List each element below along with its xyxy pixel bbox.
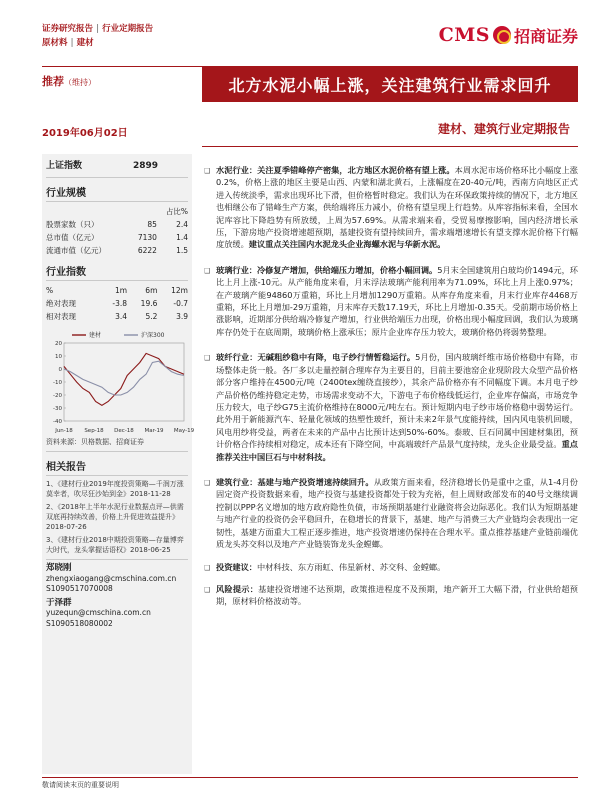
footer-note: 敬请阅读末页的重要说明 xyxy=(42,781,119,789)
perf-title: 行业指数 xyxy=(46,263,188,281)
author: 郑晓刚 zhengxiaogang@cmschina.com.cn S1090517070008 xyxy=(46,563,177,593)
paragraph-construction: ❑ 建筑行业：基建与地产投资增速持续回升。从政策方面来看，经济稳增长仍是重中之重，从1-4月份固定资产投资数据来看，地产投资与基建投资都处于较为充裕，但上周财政部发布的40号文继续调控制以PPP名义增加的地方政府隐性负债，市场预期基建行业融资将会边际恶化。我们认为短期基建与地产行业的投资仍会平稳回升，在稳增长的背景下，基建、地产与消费三大产业链均会表现出一定韧性，基建方面重大工程正逐步推进，地产投资增速仍保持在合理水平。重点推荐基建产业链前端优质龙头苏交科以及地产产业链装饰龙头金螳螂。 xyxy=(204,476,578,549)
related-item: 1、《建材行业2019年度投资策略—千润万涨莫幸者，吹尽狂沙始到金》2018-11-28 xyxy=(46,480,184,498)
related-item: 3、《建材行业2018中期投资策略—存量博弈大时代，龙头掌握话语权》2018-06-25 xyxy=(46,536,184,554)
legend-label: 沪深300 xyxy=(141,332,165,339)
rating-label: 推荐 xyxy=(42,75,64,88)
author: 于泽群 yuzequn@cmschina.com.cn S1090518080002 xyxy=(46,597,151,628)
y-tick-label: -40 xyxy=(53,419,62,425)
index-row xyxy=(46,160,188,173)
table-row: 流通市值（亿元） 6222 1.5 xyxy=(46,246,188,255)
paragraph-risk: ❑ 风险提示：基建投资增速不达预期，政策推进程度不及预期，地产新开工大幅下滑，行业供给超预期，原材料价格波动等。 xyxy=(204,583,578,607)
main-content xyxy=(204,164,578,608)
report-series: 行业定期报告 xyxy=(102,24,154,34)
table-row: 绝对表现 -3.8 19.6 -0.7 xyxy=(46,299,188,308)
y-tick-label: -30 xyxy=(53,406,62,412)
y-tick-label: 0 xyxy=(58,367,62,373)
y-tick-label: 10 xyxy=(55,354,62,360)
bullet-icon: ❑ xyxy=(204,266,211,275)
header-left: 证券研究报告 | 行业定期报告 原材料 | 建材 xyxy=(42,24,154,48)
logo-text: CMS xyxy=(438,24,490,46)
bullet-icon: ❑ xyxy=(204,564,211,573)
related-title: 相关报告 xyxy=(46,458,188,476)
x-tick-label: Mar-19 xyxy=(144,428,164,434)
table-row: 相对表现 3.4 5.2 3.9 xyxy=(46,312,188,321)
report-type: 证券研究报告 xyxy=(42,24,94,34)
legend-label: 建材 xyxy=(89,332,102,339)
paragraph-cement: ❑ 水泥行业：关注夏季错峰停产密集，北方地区水泥价格有望上涨。本周水泥市场价格环比小幅度上涨0.2%，价格上涨的地区主要是山西、内蒙和湖北黄石，上涨幅度在20-40元/吨，西南方向地区正式进入传统淡季，需求出现环比下滑，但价格暂时稳定。我们认为在环保政策持续的情况下，北方地区也相继公布了错峰生产方案，供给端将压力减小，价格有望呈现上行趋势。从库容指标来看，全国水泥库容比下降趋势有所放缓，上周为57.69%。从需求端来看，受贸易摩擦影响，国内经济增长承压，下游房地产投资增速超预期，基建投资有望持续回升，需求端增速增长有望支撑水泥价格下行幅度放缓。建议重点关注国内水泥龙头企业海螺水泥与华新水泥。 xyxy=(204,165,578,250)
perf-table: % 1m 6m 12m 绝对表现 -3.8 19.6 -0.7 相对表现 3.4 5.2 3.9 xyxy=(46,286,188,321)
x-tick-label: Jun-18 xyxy=(55,428,73,434)
scale-table xyxy=(46,205,188,257)
footer-rule xyxy=(42,777,578,778)
related-item: 2、《2018年上半年水泥行业数据点评—供需双底再持续改善，价格上升促进效益提升》2018-07-26 xyxy=(46,503,184,531)
category: 原材料 xyxy=(42,38,68,48)
cms-logo xyxy=(439,22,578,48)
rating-note: （维持） xyxy=(64,78,96,87)
table-row: 股票家数（只） 85 2.4 xyxy=(46,220,188,229)
bullet-icon: ❑ xyxy=(204,167,211,175)
title-rule xyxy=(202,146,578,147)
scale-title: 行业规模 xyxy=(46,184,188,202)
index-value: 2899 xyxy=(132,161,158,171)
scale-header: 占比% xyxy=(165,207,188,216)
bullet-icon: ❑ xyxy=(204,585,211,594)
paragraph-fiberglass: ❑ 玻纤行业：无碱粗纱稳中有降，电子纱行情暂稳运行。5月份，国内玻璃纤维市场价格稳中有降，市场整体走货一般。各厂多以走量控制合理库存为主要目的，目前主要池窑企业现阶段大众型产品价格部分客户维持在4500元/吨（2400tex缠绕直接纱），其余产品价格亦有不同幅度下调。本月电子纱产品价格仍维持稳定走势，市场需求变动不大，下游电子布价格线低运行，企业库存偏高，市场竞争压力较大，电子纱G75主流价格维持在8000元/吨左右。预计短期内电子纱市场价格稳中弱势运行。此外用于新能源汽车、轻量化领域的热塑性玻纤，预计未来2年景气度能持续，国内风电装机回暖，风电用纱将受益，两者在未来的产品中占比预计达到50%-60%。泰玻、巨石同属中国建材集团，预计价格合作持续相对稳定，成本还有下降空间，中高端玻纤产品景气度持续，龙头企业最受益。重点推荐关注中国巨石与中材科技。 xyxy=(204,352,578,462)
index-chart xyxy=(46,327,195,435)
paragraph-glass: ❑ 玻璃行业：冷修复产增加，供给端压力增加，价格小幅回调。5月末全国建筑用白玻均价1494元，环比上月上涨-10元。从产能角度来看，月末浮法玻璃产能利用率为71.09%，环比上月上涨0.97%；在产玻璃产能94860万重箱，环比上月增加1290万重箱。从库存角度来看，月末行业库存4468万重箱，环比上月增加-29万重箱，月末库存天数17.19天，环比上月增加-0.35天。受前期市场价格上涨影响，近期部分供给端冷修复产增加，行业供给端压力出现，价格出现小幅度回调，我们认为玻璃库存仍处于在底周期，玻璃价格上涨承压；原片企业库存压力较大，玻璃价格仍将弱势整理。 xyxy=(204,264,578,337)
rating xyxy=(42,66,202,102)
report-subtitle: 建材、建筑行业定期报告 xyxy=(437,122,570,136)
report-date: 2019年06月02日 xyxy=(42,128,128,139)
x-tick-label: May-19 xyxy=(173,428,195,434)
index-label: 上证指数 xyxy=(46,161,83,171)
bullet-icon: ❑ xyxy=(204,354,211,363)
paragraph-advice: ❑ 投资建议：中材科技、东方雨虹、伟星新材、苏交科、金螳螂。 xyxy=(204,561,578,574)
y-tick-label: -10 xyxy=(53,380,62,386)
x-tick-label: Dec-18 xyxy=(114,428,134,434)
sidebar xyxy=(42,154,195,774)
y-tick-label: 20 xyxy=(55,341,62,347)
table-row: 总市值（亿元） 7130 1.4 xyxy=(46,233,188,242)
banner-title: 北方水泥小幅上涨，关注建筑行业需求回升 xyxy=(202,66,578,102)
logo-ring-icon xyxy=(493,26,511,44)
index-chart-svg xyxy=(46,327,195,435)
y-tick-label: -20 xyxy=(53,393,62,399)
industry: 建材 xyxy=(76,38,94,48)
x-tick-label: Sep-18 xyxy=(84,428,104,434)
bullet-icon: ❑ xyxy=(204,478,211,487)
chart-source: 资料来源：贝格数据、招商证券 xyxy=(46,438,144,446)
related-list xyxy=(46,479,188,555)
logo-cn-text: 招商证券 xyxy=(513,26,578,46)
